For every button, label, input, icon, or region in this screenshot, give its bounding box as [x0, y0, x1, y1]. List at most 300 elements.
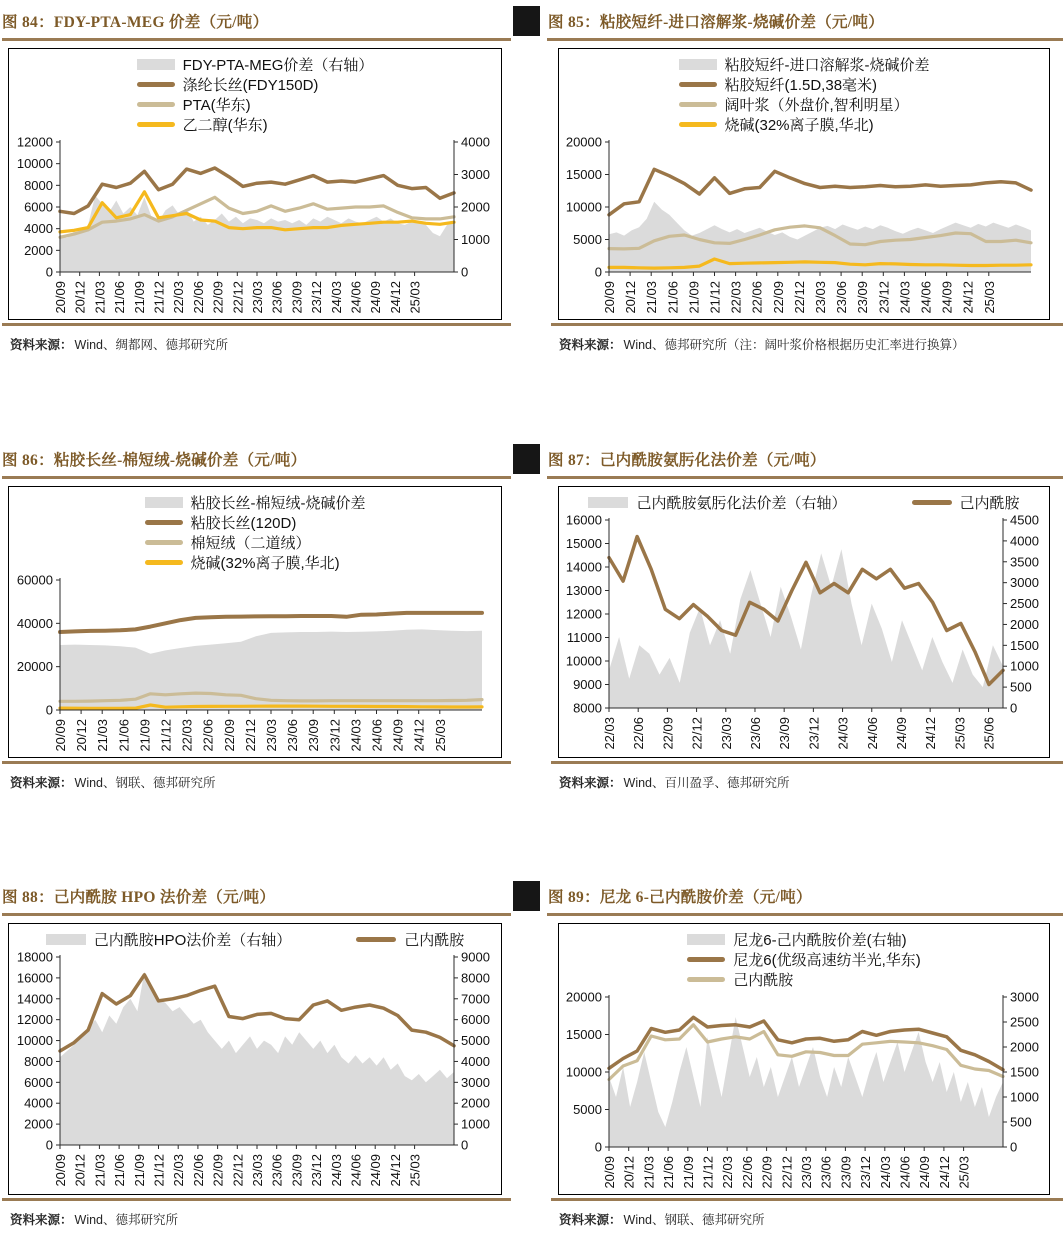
x-tick-label: 20/12	[72, 1154, 88, 1187]
legend-swatch-gold	[137, 122, 175, 127]
x-tick-label: 21/03	[644, 281, 660, 314]
y-tick-label: 3000	[1010, 989, 1039, 1005]
x-tick-label: 25/03	[952, 717, 968, 750]
x-tick-label: 24/12	[411, 719, 427, 752]
y-tick-label: 4000	[461, 1053, 490, 1069]
y-tick-label: 18000	[16, 949, 53, 965]
y-tick-label: 500	[1010, 1114, 1032, 1130]
x-tick-label: 20/09	[602, 281, 617, 314]
title-rule	[547, 913, 1063, 916]
x-tick-label: 23/12	[327, 719, 343, 752]
x-tick-label: 22/03	[728, 281, 744, 314]
legend-item	[679, 114, 874, 134]
x-tick-label: 21/03	[95, 719, 111, 752]
legend-label: 乙二醇(华东)	[182, 116, 268, 134]
x-tick-label: 21/06	[112, 281, 128, 314]
y-tick-label: 13000	[565, 583, 602, 598]
x-tick-label: 23/06	[747, 717, 763, 750]
x-tick-label: 22/03	[179, 719, 195, 752]
y-tick-label: 15000	[565, 167, 602, 182]
y-tick-label: 500	[1010, 679, 1032, 695]
legend-label: 尼龙6(优级高速纺半光,华东)	[733, 951, 921, 969]
x-tick-label: 24/12	[387, 1154, 403, 1187]
y-tick-label: 16000	[565, 512, 602, 528]
figure-88	[2, 879, 511, 1238]
y-tick-label: 2500	[1010, 596, 1039, 612]
x-tick-label: 24/06	[348, 1154, 364, 1187]
x-tick-label: 22/06	[739, 1156, 755, 1189]
legend-item	[145, 512, 297, 532]
source-label: 资料来源：	[10, 776, 73, 790]
figure-title: 图 84：FDY-PTA-MEG 价差（元/吨）	[2, 14, 269, 31]
chart-canvas	[14, 134, 496, 316]
x-tick-label: 24/12	[936, 1156, 952, 1189]
x-tick-label: 21/06	[661, 1156, 677, 1189]
x-tick-label: 22/06	[631, 717, 647, 750]
source-text: Wind、百川盈孚、德邦研究所	[623, 776, 790, 790]
x-tick-label: 21/06	[112, 1154, 128, 1187]
x-tick-label: 23/09	[289, 281, 305, 314]
figure-85	[513, 4, 1063, 363]
figure-title-row	[513, 4, 1063, 38]
legend-swatch-brown	[356, 937, 396, 942]
x-tick-label: 25/03	[432, 719, 448, 752]
x-tick-label: 23/12	[858, 1156, 874, 1189]
x-tick-label: 24/06	[348, 281, 364, 314]
source-row	[551, 1201, 1063, 1238]
chart-legend	[679, 54, 930, 134]
y-tick-label: 1000	[1010, 658, 1039, 674]
x-tick-label: 23/06	[269, 281, 285, 314]
y-tick-label: 2500	[1010, 1014, 1039, 1030]
title-rule	[2, 38, 511, 41]
y-tick-label: 6000	[24, 199, 53, 215]
y-tick-label: 20000	[565, 989, 602, 1005]
chart-canvas	[563, 134, 1045, 316]
y-tick-label: 10000	[565, 653, 602, 669]
x-tick-label: 21/12	[158, 719, 174, 752]
figure-title-row	[2, 442, 511, 476]
x-tick-label: 25/03	[981, 281, 997, 314]
x-tick-label: 21/09	[131, 281, 147, 314]
legend-swatch-brown	[137, 82, 175, 87]
x-tick-label: 21/12	[707, 281, 723, 314]
y-tick-label: 6000	[24, 1074, 53, 1090]
y-tick-label: 14000	[16, 991, 53, 1007]
x-tick-label: 23/03	[264, 719, 279, 752]
y-tick-label: 1500	[1010, 637, 1039, 653]
x-tick-label: 23/12	[876, 281, 892, 314]
x-tick-label: 22/12	[791, 281, 807, 314]
x-tick-label: 24/12	[923, 717, 939, 750]
x-tick-label: 25/03	[407, 281, 423, 314]
figure-title: 图 86：粘胶长丝-棉短绒-烧碱价差（元/吨）	[2, 452, 307, 469]
y-tick-label: 1000	[461, 232, 490, 247]
legend-label: FDY-PTA-MEG价差（右轴）	[182, 56, 374, 74]
y-tick-label: 3000	[461, 1074, 490, 1090]
source-row	[2, 1201, 511, 1238]
legend-swatch-tan	[145, 540, 183, 545]
y-tick-label: 0	[461, 1137, 469, 1153]
chart-legend	[137, 54, 374, 134]
x-tick-label: 23/09	[855, 281, 871, 314]
y-tick-label: 4000	[24, 221, 53, 237]
legend-label: 粘胶短纤(1.5D,38毫米)	[724, 76, 878, 94]
x-tick-label: 23/03	[813, 281, 828, 314]
y-tick-label: 11000	[566, 630, 602, 645]
y-tick-label: 5000	[573, 232, 602, 247]
figure-89	[513, 879, 1063, 1238]
source-label: 资料来源：	[10, 1213, 73, 1227]
title-rule	[2, 913, 511, 916]
x-tick-label: 23/09	[777, 717, 793, 750]
legend-item	[46, 929, 292, 949]
x-tick-label: 25/03	[407, 1154, 423, 1187]
y-tick-label: 0	[45, 264, 53, 280]
x-tick-label: 24/06	[918, 281, 934, 314]
legend-item	[137, 74, 319, 94]
x-tick-label: 22/09	[210, 281, 226, 314]
y-tick-label: 9000	[461, 949, 490, 965]
x-tick-label: 24/06	[369, 719, 385, 752]
series-area	[60, 629, 482, 710]
legend-label: 己内酰胺	[404, 931, 465, 949]
y-tick-label: 0	[1010, 700, 1018, 716]
legend-item	[679, 54, 930, 74]
figure-84	[2, 4, 511, 363]
figure-86	[2, 442, 511, 801]
x-tick-label: 22/09	[770, 281, 786, 314]
square-bullet-icon	[513, 444, 540, 474]
x-tick-label: 24/09	[893, 717, 909, 750]
source-label: 资料来源：	[559, 338, 622, 352]
square-bullet-icon	[513, 881, 540, 911]
x-tick-label: 21/06	[116, 719, 132, 752]
x-tick-label: 23/12	[309, 1154, 325, 1187]
y-tick-label: 15000	[565, 1027, 602, 1042]
x-tick-label: 20/12	[72, 281, 88, 314]
x-tick-label: 22/12	[689, 717, 705, 750]
legend-item	[145, 532, 311, 552]
square-bullet-icon	[513, 6, 540, 36]
figure-title: 图 85：粘胶短纤-进口溶解浆-烧碱价差（元/吨）	[548, 14, 885, 31]
x-tick-label: 24/03	[328, 281, 344, 314]
x-tick-label: 24/09	[917, 1156, 933, 1189]
x-tick-label: 22/12	[230, 1154, 246, 1187]
y-tick-label: 2000	[1010, 616, 1039, 632]
x-tick-label: 22/09	[221, 719, 237, 752]
figure-title: 图 87：己内酰胺氨肟化法价差（元/吨）	[548, 452, 826, 469]
x-tick-label: 22/12	[779, 1156, 795, 1189]
x-tick-label: 24/03	[835, 717, 851, 750]
source-text: Wind、德邦研究所（注：阔叶浆价格根据历史汇率进行换算）	[623, 338, 965, 352]
x-tick-label: 24/12	[387, 281, 403, 314]
legend-swatch-brown	[687, 957, 725, 962]
legend-label: 烧碱(32%离子膜,华北)	[724, 116, 874, 134]
legend-swatch-gray	[687, 934, 725, 945]
legend-swatch-gray	[46, 934, 86, 945]
y-tick-label: 1500	[1010, 1064, 1039, 1080]
y-tick-label: 1000	[1010, 1089, 1039, 1105]
legend-swatch-gray	[588, 497, 628, 508]
title-rule	[547, 476, 1063, 479]
x-tick-label: 22/03	[171, 1154, 187, 1187]
x-tick-label: 23/12	[309, 281, 325, 314]
figure-87	[513, 442, 1063, 801]
y-tick-label: 10000	[565, 1064, 602, 1080]
y-tick-label: 0	[594, 264, 602, 280]
chart-panel	[8, 486, 502, 758]
chart-canvas	[14, 949, 496, 1189]
x-tick-label: 23/03	[250, 281, 265, 314]
y-tick-label: 2000	[24, 1116, 53, 1132]
y-tick-label: 20000	[16, 659, 53, 675]
x-tick-label: 21/03	[641, 1156, 657, 1189]
x-tick-label: 24/09	[368, 1154, 384, 1187]
series-line	[609, 1017, 1003, 1070]
x-tick-label: 22/09	[660, 717, 676, 750]
x-tick-label: 23/03	[718, 717, 734, 750]
legend-item	[679, 74, 878, 94]
legend-item	[588, 492, 846, 512]
x-tick-label: 22/03	[602, 717, 617, 750]
x-tick-label: 24/03	[328, 1154, 344, 1187]
y-tick-label: 12000	[16, 134, 53, 150]
figure-title-row	[2, 879, 511, 913]
y-tick-label: 0	[594, 1139, 602, 1155]
legend-swatch-brown	[912, 500, 952, 505]
y-tick-label: 40000	[16, 615, 53, 631]
chart-legend	[145, 492, 366, 572]
x-tick-label: 21/09	[686, 281, 702, 314]
legend-swatch-gold	[679, 122, 717, 127]
y-tick-label: 8000	[24, 1053, 53, 1069]
legend-label: PTA(华东)	[182, 96, 251, 114]
x-tick-label: 23/09	[838, 1156, 854, 1189]
y-tick-label: 2000	[461, 199, 490, 215]
x-tick-label: 22/12	[230, 281, 246, 314]
x-tick-label: 20/09	[53, 1154, 68, 1187]
x-tick-label: 20/12	[623, 281, 639, 314]
chart-legend	[687, 929, 921, 989]
legend-item	[679, 94, 909, 114]
source-label: 资料来源：	[559, 776, 622, 790]
x-tick-label: 24/09	[368, 281, 384, 314]
source-label: 资料来源：	[10, 338, 73, 352]
source-text: Wind、绸都网、德邦研究所	[74, 338, 228, 352]
x-tick-label: 23/09	[306, 719, 322, 752]
x-tick-label: 22/06	[200, 719, 216, 752]
legend-item	[137, 94, 251, 114]
source-label: 资料来源：	[559, 1213, 622, 1227]
legend-swatch-brown	[145, 520, 183, 525]
series-area	[60, 972, 454, 1145]
x-tick-label: 21/12	[151, 281, 167, 314]
y-tick-label: 60000	[16, 572, 53, 588]
x-tick-label: 22/06	[190, 281, 206, 314]
source-text: Wind、德邦研究所	[74, 1213, 178, 1227]
y-tick-label: 12000	[565, 606, 602, 622]
source-row	[2, 326, 511, 363]
x-tick-label: 20/09	[602, 1156, 617, 1189]
y-tick-label: 2000	[1010, 1039, 1039, 1055]
chart-panel	[558, 486, 1050, 758]
x-tick-label: 21/09	[680, 1156, 696, 1189]
y-tick-label: 0	[461, 264, 469, 280]
source-row	[551, 764, 1063, 801]
legend-label: 粘胶长丝(120D)	[190, 514, 297, 532]
y-tick-label: 14000	[565, 559, 602, 575]
chart-panel	[8, 48, 502, 320]
x-tick-label: 23/06	[285, 719, 301, 752]
source-row	[2, 764, 511, 801]
legend-swatch-tan	[679, 102, 717, 107]
y-tick-label: 8000	[573, 700, 602, 716]
title-rule	[2, 476, 511, 479]
y-tick-label: 9000	[573, 677, 602, 692]
y-tick-label: 10000	[16, 156, 53, 172]
y-tick-label: 0	[45, 702, 53, 718]
x-tick-label: 22/06	[749, 281, 765, 314]
legend-item	[687, 929, 906, 949]
x-tick-label: 21/03	[92, 1154, 108, 1187]
x-tick-label: 23/06	[834, 281, 850, 314]
series-line	[609, 169, 1031, 215]
chart-legend	[46, 929, 465, 949]
y-tick-label: 0	[45, 1137, 53, 1153]
chart-panel	[558, 48, 1050, 320]
x-tick-label: 23/09	[289, 1154, 305, 1187]
y-tick-label: 5000	[573, 1102, 602, 1117]
y-tick-label: 6000	[461, 1012, 490, 1028]
y-tick-label: 8000	[461, 970, 490, 986]
y-tick-label: 3000	[461, 167, 490, 182]
figure-title-row	[513, 442, 1063, 476]
legend-swatch-tan	[137, 102, 175, 107]
legend-item	[912, 492, 1020, 512]
legend-swatch-gold	[145, 560, 183, 565]
x-tick-label: 21/06	[665, 281, 681, 314]
legend-item	[687, 969, 793, 989]
x-tick-label: 24/06	[864, 717, 880, 750]
legend-item	[137, 54, 374, 74]
x-tick-label: 23/06	[818, 1156, 834, 1189]
legend-item	[137, 114, 268, 134]
x-tick-label: 23/06	[269, 1154, 285, 1187]
legend-label: 阔叶浆（外盘价,智利明星）	[724, 96, 909, 114]
x-tick-label: 25/03	[956, 1156, 972, 1189]
x-tick-label: 21/09	[137, 719, 153, 752]
title-rule	[547, 38, 1063, 41]
y-tick-label: 5000	[461, 1033, 490, 1049]
legend-label: 粘胶长丝-棉短绒-烧碱价差	[190, 494, 366, 512]
x-tick-label: 21/12	[151, 1154, 167, 1187]
legend-label: 己内酰胺HPO法价差（右轴）	[93, 931, 292, 949]
y-tick-label: 0	[1010, 1139, 1018, 1155]
figure-title: 图 89：尼龙 6-己内酰胺价差（元/吨）	[548, 889, 812, 906]
y-tick-label: 20000	[565, 134, 602, 150]
y-tick-label: 3500	[1010, 554, 1039, 570]
chart-panel	[8, 923, 502, 1195]
y-tick-label: 4000	[461, 134, 490, 150]
y-tick-label: 1000	[461, 1116, 490, 1132]
y-tick-label: 4500	[1010, 512, 1039, 528]
x-tick-label: 23/03	[250, 1154, 265, 1187]
y-tick-label: 2000	[461, 1095, 490, 1111]
source-row	[551, 326, 1063, 363]
legend-label: 己内酰胺氨肟化法价差（右轴）	[636, 494, 847, 512]
series-line	[60, 613, 482, 632]
x-tick-label: 22/06	[190, 1154, 206, 1187]
legend-item	[145, 552, 340, 572]
x-tick-label: 20/12	[621, 1156, 637, 1189]
x-tick-label: 21/12	[700, 1156, 716, 1189]
chart-canvas	[563, 512, 1045, 752]
legend-swatch-gray	[137, 59, 175, 70]
x-tick-label: 23/12	[806, 717, 822, 750]
x-tick-label: 22/03	[720, 1156, 736, 1189]
chart-legend	[588, 492, 1019, 512]
legend-swatch-gray	[145, 497, 183, 508]
y-tick-label: 15000	[565, 536, 602, 551]
x-tick-label: 22/03	[171, 281, 187, 314]
y-tick-label: 4000	[24, 1095, 53, 1111]
legend-label: 己内酰胺	[733, 971, 794, 989]
legend-item	[687, 949, 921, 969]
y-tick-label: 7000	[461, 991, 490, 1007]
chart-canvas	[563, 989, 1045, 1191]
x-tick-label: 24/03	[897, 281, 913, 314]
y-tick-label: 3000	[1010, 575, 1039, 591]
source-text: Wind、钢联、德邦研究所	[623, 1213, 765, 1227]
x-tick-label: 24/03	[877, 1156, 893, 1189]
x-tick-label: 24/09	[939, 281, 955, 314]
x-tick-label: 24/12	[960, 281, 976, 314]
y-tick-label: 8000	[24, 177, 53, 193]
x-tick-label: 24/06	[897, 1156, 913, 1189]
legend-swatch-gray	[679, 59, 717, 70]
x-tick-label: 22/09	[759, 1156, 775, 1189]
y-tick-label: 10000	[565, 199, 602, 215]
source-text: Wind、钢联、德邦研究所	[74, 776, 216, 790]
x-tick-label: 24/09	[390, 719, 406, 752]
figure-title: 图 88：己内酰胺 HPO 法价差（元/吨）	[2, 889, 276, 906]
chart-panel	[558, 923, 1050, 1195]
x-tick-label: 22/12	[242, 719, 258, 752]
legend-item	[356, 929, 464, 949]
y-tick-label: 2000	[24, 242, 53, 258]
figure-title-row	[2, 4, 511, 38]
y-tick-label: 16000	[16, 970, 53, 986]
chart-canvas	[14, 572, 496, 754]
x-tick-label: 21/03	[92, 281, 108, 314]
x-tick-label: 20/09	[53, 281, 68, 314]
x-tick-label: 22/09	[210, 1154, 226, 1187]
x-tick-label: 24/03	[348, 719, 364, 752]
legend-label: 烧碱(32%离子膜,华北)	[190, 554, 340, 572]
legend-label: 己内酰胺	[959, 494, 1020, 512]
legend-label: 粘胶短纤-进口溶解浆-烧碱价差	[724, 56, 930, 74]
x-tick-label: 20/09	[53, 719, 68, 752]
y-tick-label: 12000	[16, 1012, 53, 1028]
y-tick-label: 10000	[16, 1033, 53, 1049]
figure-title-row	[513, 879, 1063, 913]
x-tick-label: 25/06	[981, 717, 997, 750]
legend-item	[145, 492, 366, 512]
series-area	[60, 196, 454, 272]
legend-label: 尼龙6-己内酰胺价差(右轴)	[733, 931, 907, 949]
legend-label: 涤纶长丝(FDY150D)	[182, 76, 319, 94]
